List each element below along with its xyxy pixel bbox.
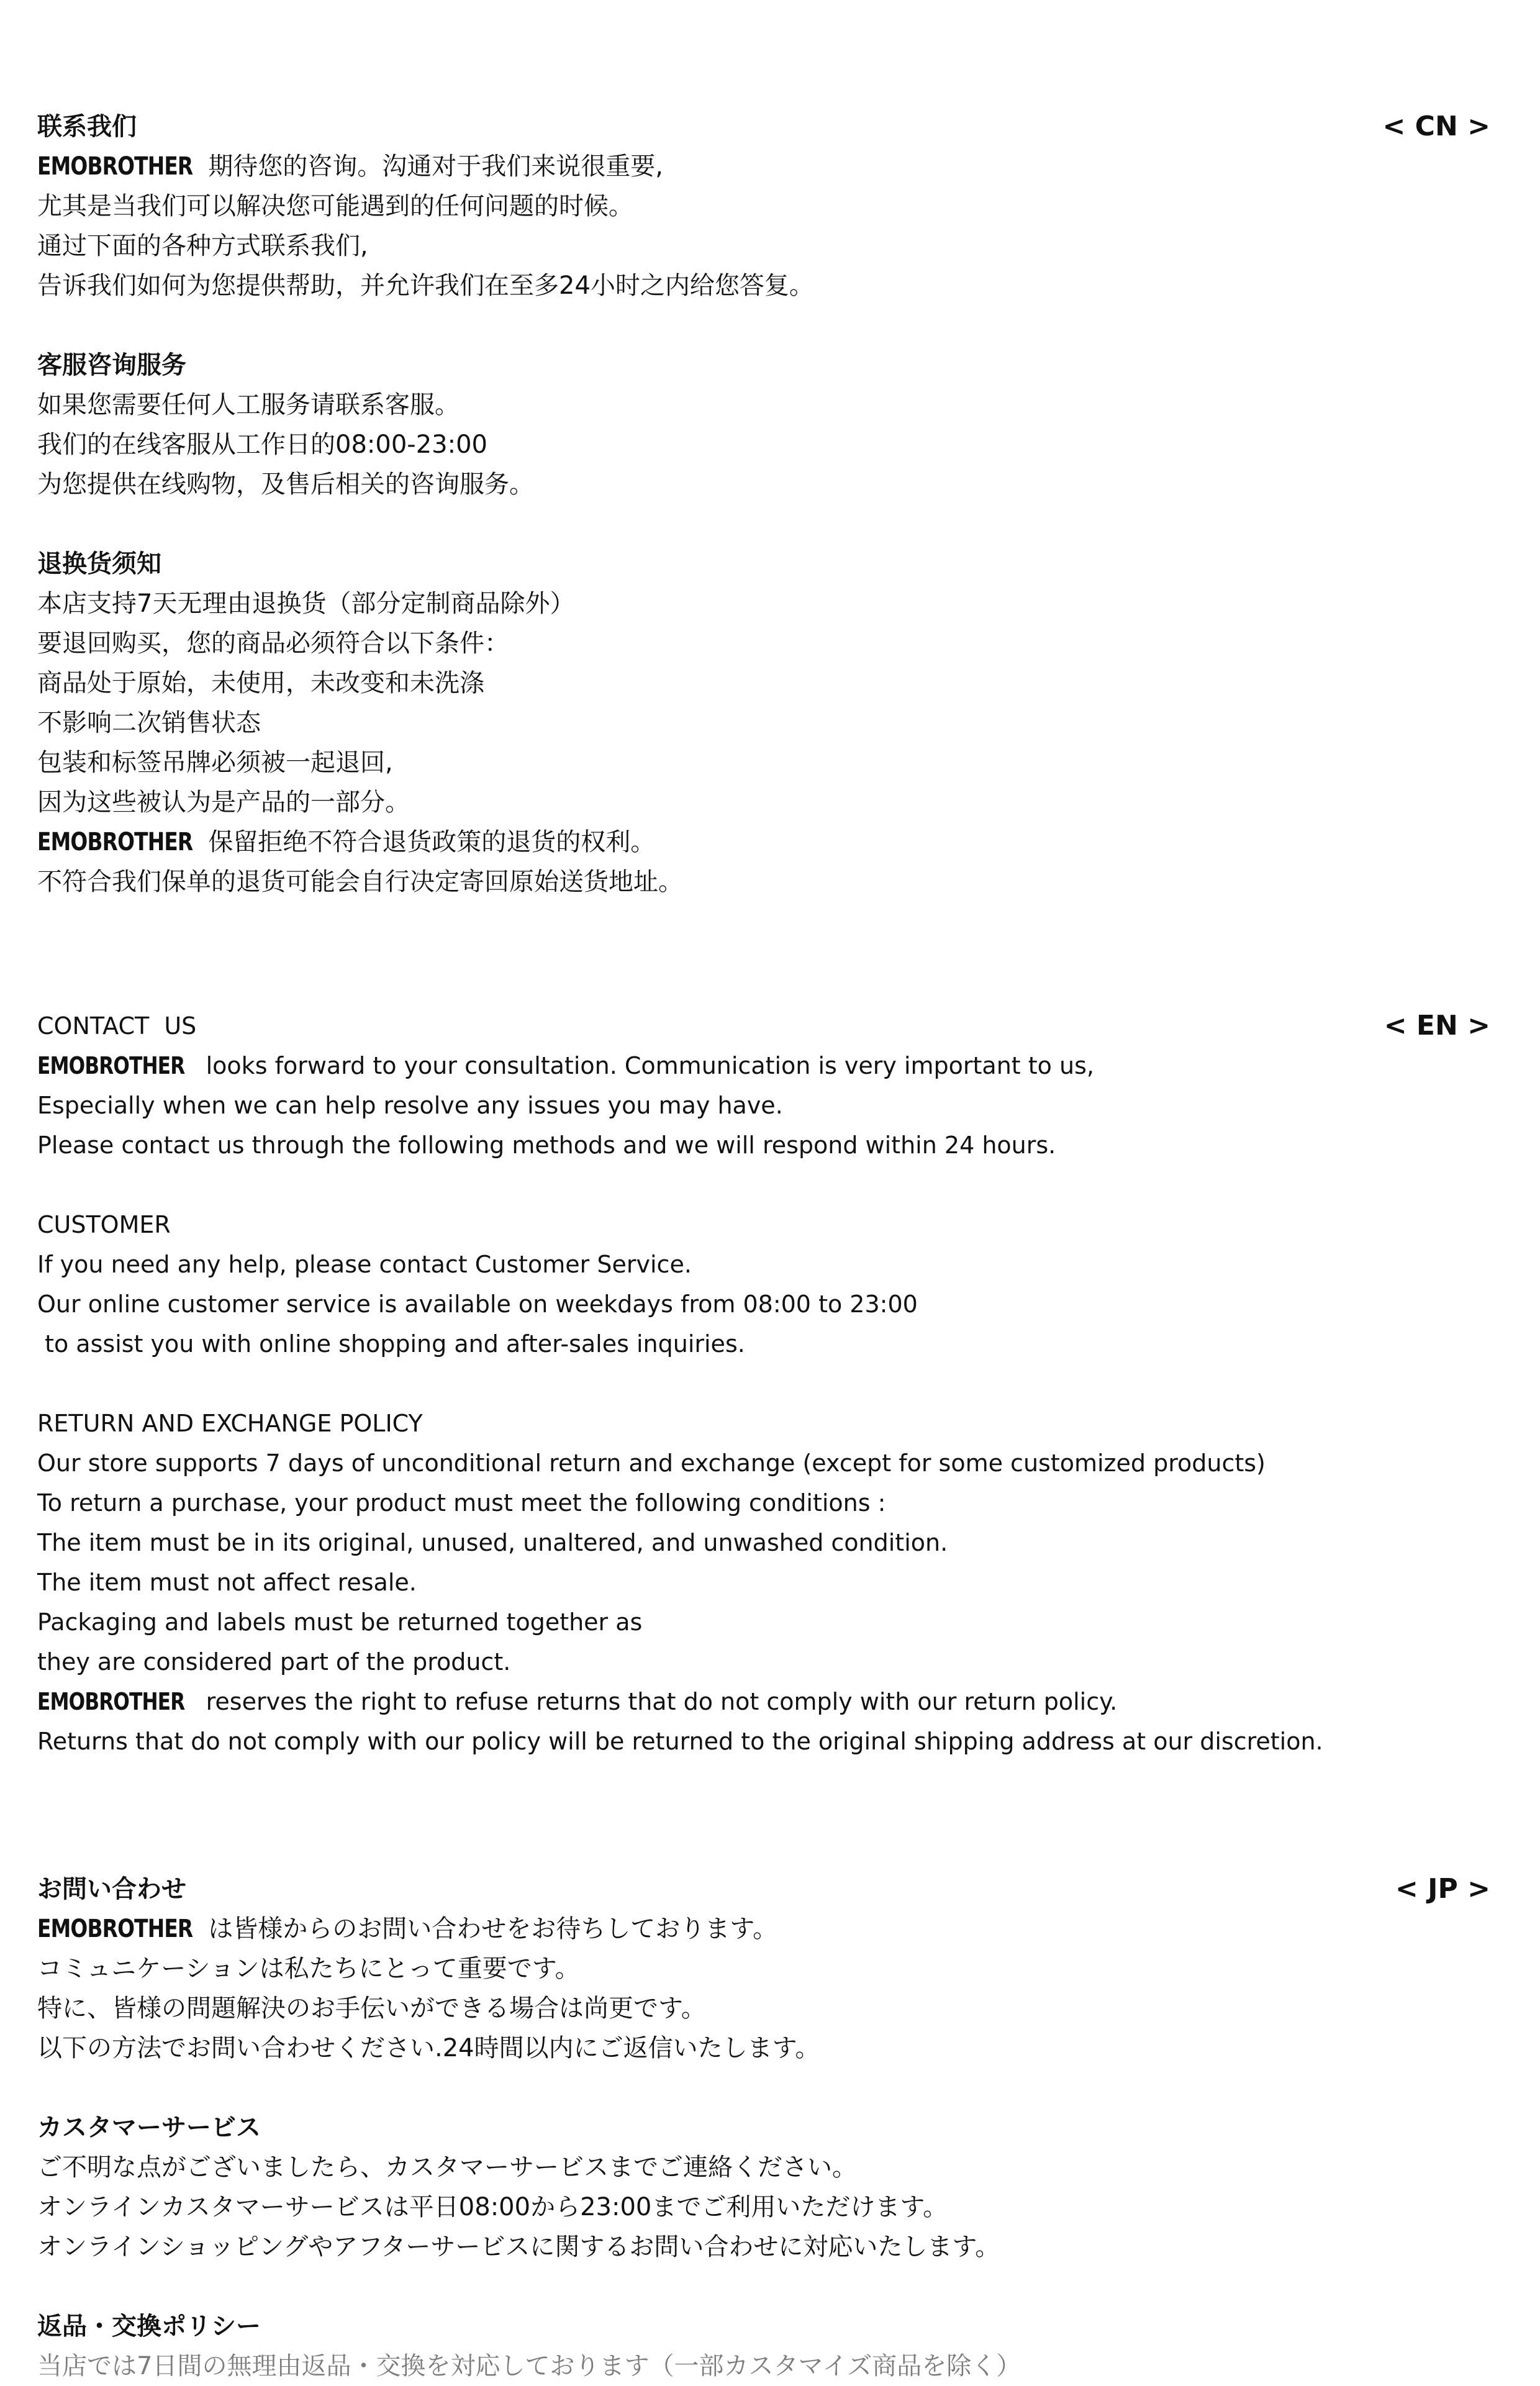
return-line-en-4: Packaging and labels must be returned together as	[37, 1608, 643, 1636]
return-title-en: RETURN AND EXCHANGE POLICY	[37, 1410, 423, 1437]
intro-line-en-2: Please contact us through the following methods and we will respond within 24 hours.	[37, 1132, 1056, 1159]
reserve-line-en: EMOBROTHER reserves the right to refuse returns that do not comply with our return policy.	[37, 1682, 1490, 1721]
language-tag-cn[interactable]: < CN >	[1382, 111, 1490, 142]
language-tag-en[interactable]: < EN >	[1384, 1010, 1490, 1041]
service-line-en-0: If you need any help, please contact Customer Service.	[37, 1251, 692, 1278]
spacer	[37, 1165, 1490, 1205]
section-title-cn: 联系我们	[37, 112, 137, 141]
service-line-jp-2: オンラインショッピングやアフターサービスに関するお問い合わせに対応いたします。	[37, 2233, 1000, 2261]
intro-line-en-0: EMOBROTHER looks forward to your consultation. Communication is very important to us,	[37, 1046, 1490, 1086]
section-cn	[37, 107, 1490, 902]
brand-name: EMOBROTHER	[37, 1688, 185, 1715]
language-tag-jp[interactable]: < JP >	[1395, 1873, 1490, 1905]
return-line-jp-partial: 当店では7日間の無理由返品・交換を対応しております（一部カスタマイズ商品を除く）	[37, 2352, 1021, 2380]
service-line-en-2: to assist you with online shopping and after-sales inquiries.	[37, 1330, 745, 1358]
spacer	[37, 306, 1490, 345]
return-line-en-0: Our store supports 7 days of unconditional return and exchange (except for some customized products)	[37, 1449, 1266, 1477]
spacer	[37, 1364, 1490, 1404]
brand-name: EMOBROTHER	[37, 1915, 193, 1943]
brand-name: EMOBROTHER	[37, 152, 193, 181]
intro-line-cn-1: 尤其是当我们可以解决您可能遇到的任何问题的时候。	[37, 192, 633, 220]
spacer	[37, 2068, 1490, 2108]
service-line-jp-0: ご不明な点がございましたら、カスタマーサービスまでご連絡ください。	[37, 2153, 857, 2182]
section-title-jp: お問い合わせ	[37, 1875, 186, 1903]
return-line-cn-4: 包装和标签吊牌必须被一起退回,	[37, 748, 393, 777]
brand-name: EMOBROTHER	[37, 828, 193, 856]
return-line-cn-5: 因为这些被认为是产品的一部分。	[37, 788, 410, 817]
intro-line-jp-3: 以下の方法でお問い合わせください.24時間以内にご返信いたします。	[37, 2034, 820, 2062]
intro-line-jp-0: EMOBROTHER は皆様からのお問い合わせをお待ちしております。	[37, 1909, 1490, 1949]
service-line-cn-1: 我们的在线客服从工作日的08:00-23:00	[37, 430, 487, 459]
spacer	[37, 504, 1490, 544]
intro-line-cn-2: 通过下面的各种方式联系我们,	[37, 232, 368, 260]
service-line-cn-0: 如果您需要任何人工服务请联系客服。	[37, 391, 460, 419]
final-line-cn: 不符合我们保单的退货可能会自行决定寄回原始送货地址。	[37, 868, 683, 896]
intro-line-cn-3: 告诉我们如何为您提供帮助，并允许我们在至多24小时之内给您答复。	[37, 271, 814, 300]
return-line-cn-2: 商品处于原始，未使用，未改变和未洗涤	[37, 669, 484, 697]
return-title-jp: 返品・交換ポリシー	[37, 2312, 261, 2341]
service-title-cn: 客服咨询服务	[37, 351, 186, 379]
reserve-line-cn: EMOBROTHER 保留拒绝不符合退货政策的退货的权利。	[37, 822, 1490, 862]
section-jp	[37, 1869, 1490, 2386]
return-line-cn-1: 要退回购买，您的商品必须符合以下条件：	[37, 629, 509, 658]
return-line-en-5: they are considered part of the product.	[37, 1648, 511, 1676]
intro-line-jp-2: 特に、皆様の問題解決のお手伝いができる場合は尚更です。	[37, 1994, 706, 2023]
return-line-en-3: The item must not affect resale.	[37, 1569, 417, 1596]
service-title-en: CUSTOMER	[37, 1211, 171, 1238]
return-line-en-2: The item must be in its original, unused, unaltered, and unwashed condition.	[37, 1529, 948, 1556]
section-en	[37, 1006, 1490, 1761]
service-line-jp-1: オンラインカスタマーサービスは平日08:00から23:00までご利用いただけます。	[37, 2193, 948, 2221]
section-title-en: CONTACT US	[37, 1012, 197, 1040]
service-line-en-1: Our online customer service is available on weekdays from 08:00 to 23:00	[37, 1291, 918, 1318]
final-line-en: Returns that do not comply with our policy will be returned to the original shipping address at our discretion.	[37, 1728, 1323, 1755]
service-line-cn-2: 为您提供在线购物，及售后相关的咨询服务。	[37, 470, 534, 499]
return-title-cn: 退换货须知	[37, 550, 161, 578]
intro-line-en-1: Especially when we can help resolve any issues you may have.	[37, 1092, 783, 1119]
intro-line-cn-0: EMOBROTHER 期待您的咨询。沟通对于我们来说很重要,	[37, 147, 1490, 186]
spacer	[37, 2267, 1490, 2307]
brand-name: EMOBROTHER	[37, 1052, 185, 1079]
service-title-jp: カスタマーサービス	[37, 2113, 261, 2142]
return-line-en-1: To return a purchase, your product must meet the following conditions :	[37, 1489, 886, 1517]
return-line-cn-3: 不影响二次销售状态	[37, 709, 261, 737]
return-line-cn-0: 本店支持7天无理由退换货（部分定制商品除外）	[37, 589, 575, 618]
intro-line-jp-1: コミュニケーションは私たちにとって重要です。	[37, 1954, 580, 1983]
